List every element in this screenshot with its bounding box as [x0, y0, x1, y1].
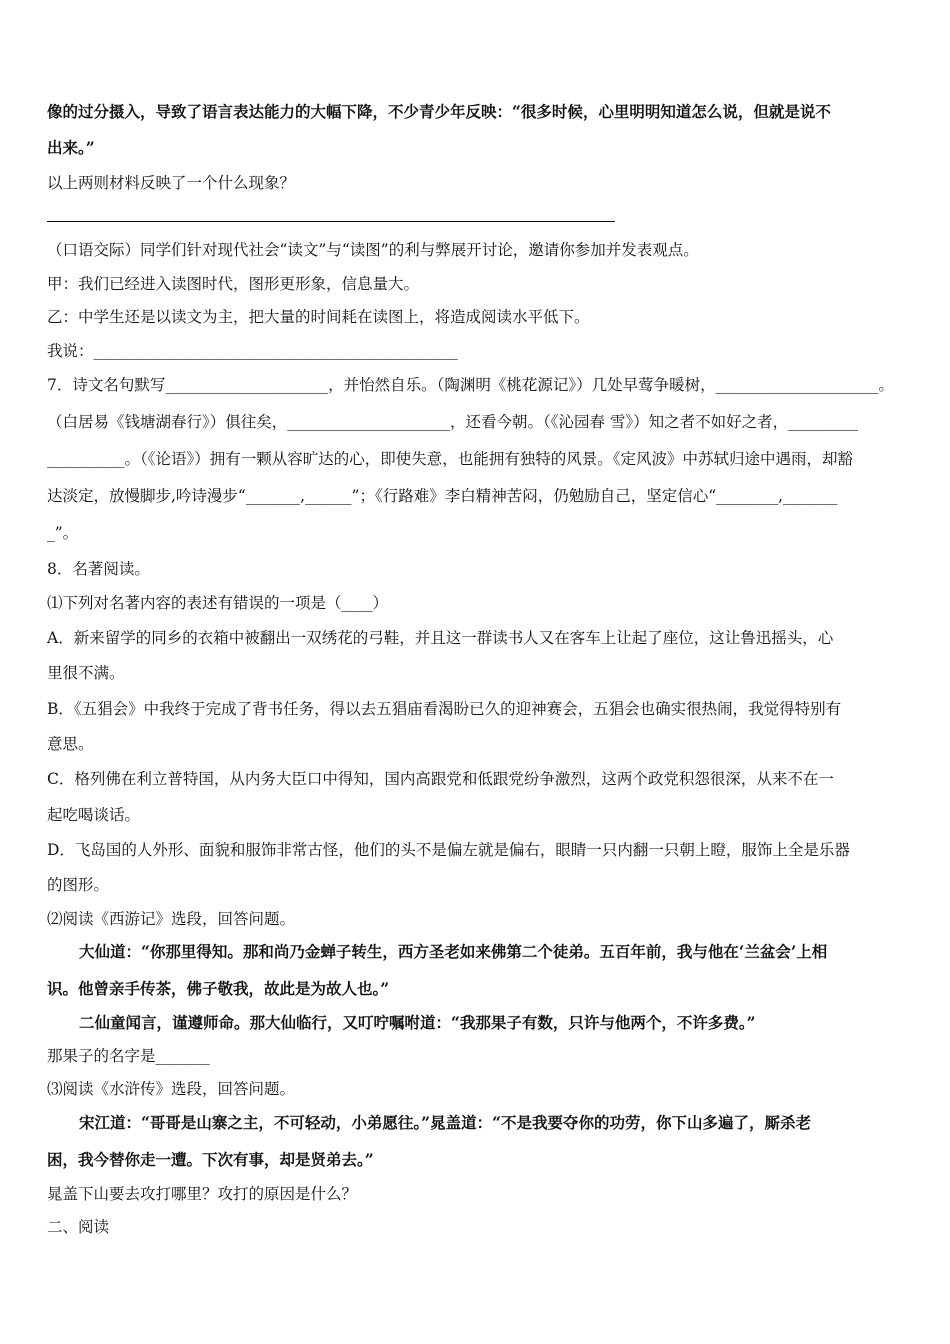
option-d-line-2: 的图形。: [47, 876, 110, 894]
text-line-2: 出来。”: [47, 138, 95, 157]
text-line-1: 像的过分摄入，导致了语言表达能力的大幅下降，不少青少年反映：“很多时候，心里明明知道怎么说，但就是说不: [47, 102, 831, 121]
q8-heading: 8．名著阅读。: [47, 560, 150, 578]
option-c-line-2: 起吃喝谈话。: [47, 806, 141, 824]
chao-gai-question: 晁盖下山要去攻打哪里？攻打的原因是什么？: [47, 1185, 358, 1203]
q8-part1-prompt: ⑴下列对名著内容的表述有错误的一项是（____）: [47, 594, 389, 612]
section-two-heading: 二、阅读: [47, 1218, 110, 1236]
shuihu-passage-line-1: 宋江道：“哥哥是山寨之主，不可轻动，小弟愿往。”晁盖道：“不是我要夺你的功劳，你下山多遍了，厮杀老: [79, 1113, 812, 1132]
q8-part3-prompt: ⑶阅读《水浒传》选段，回答问题。: [47, 1080, 296, 1098]
fruit-name-question: 那果子的名字是_______: [47, 1047, 210, 1065]
xiyouji-passage-line-2: 识。他曾亲手传茶，佛子敬我，故此是为故人也。”: [47, 979, 390, 998]
option-d-line-1: D．飞岛国的人外形、面貌和服饰非常古怪，他们的头不是偏左就是偏右，眼睛一只内翻一只朝上瞪，服饰上全是乐器: [47, 841, 850, 859]
answer-blank-line: [47, 221, 615, 222]
option-b-line-2: 意思。: [47, 735, 94, 753]
q7-line-3: __________。（《论语》）拥有一颗从容旷达的心，即使失意，也能拥有独特的风景。《定风波》中苏轼归途中遇雨，却豁: [47, 450, 854, 468]
question-line: 以上两则材料反映了一个什么现象？: [47, 174, 296, 192]
option-c-line-1: C．格列佛在利立普特国，从内务大臣口中得知，国内高跟党和低跟党纷争激烈，这两个政党积怨很深，从来不在一: [47, 770, 834, 788]
oral-communication-prompt: （口语交际）同学们针对现代社会“读文”与“读图”的利与弊展开讨论，邀请你参加并发表观点。: [47, 241, 699, 259]
q8-part2-prompt: ⑵阅读《西游记》选段，回答问题。: [47, 910, 296, 928]
shuihu-passage-line-2: 困，我今替你走一遭。下次有事，却是贤弟去。”: [47, 1150, 374, 1169]
q7-line-1: 7．诗文名句默写_____________________，并怡然自乐。（陶渊明《桃花源记》）几处早莺争暖树，_____________________。: [47, 376, 894, 394]
view-yi: 乙：中学生还是以读文为主，把大量的时间耗在读图上，将造成阅读水平低下。: [47, 308, 590, 326]
option-a-line-2: 里很不满。: [47, 664, 125, 682]
q7-line-4: 达淡定，放慢脚步,吟诗漫步“_______,______”；《行路难》李白精神苦闷，仍勉励自己，坚定信心“________,_______: [47, 487, 838, 505]
q7-line-5: _”。: [47, 524, 79, 542]
xiyouji-passage-line-3: 二仙童闻言，谨遵师命。那大仙临行，又叮咛嘱咐道：“我那果子有数，只许与他两个，不许多费。”: [79, 1013, 756, 1032]
option-b-line-1: B．《五猖会》中我终于完成了背书任务，得以去五猖庙看渴盼已久的迎神赛会，五猖会也确实很热闹，我觉得特别有: [47, 700, 842, 718]
my-view-line: 我说：_______________________________________________: [47, 342, 458, 360]
q7-line-2: （白居易《钱塘湖春行》）俱往矣，_____________________，还看今朝。（《沁园春 雪》）知之者不如好之者，_________: [47, 413, 858, 431]
view-jia: 甲：我们已经进入读图时代，图形更形象，信息量大。: [47, 275, 420, 293]
option-a-line-1: A．新来留学的同乡的衣箱中被翻出一双绣花的弓鞋，并且这一群读书人又在客车上让起了座位，这让鲁迅摇头，心: [47, 629, 834, 647]
xiyouji-passage-line-1: 大仙道：“你那里得知。那和尚乃金蝉子转生，西方圣老如来佛第二个徒弟。五百年前，我与他在‘兰盆会’上相: [79, 942, 828, 961]
